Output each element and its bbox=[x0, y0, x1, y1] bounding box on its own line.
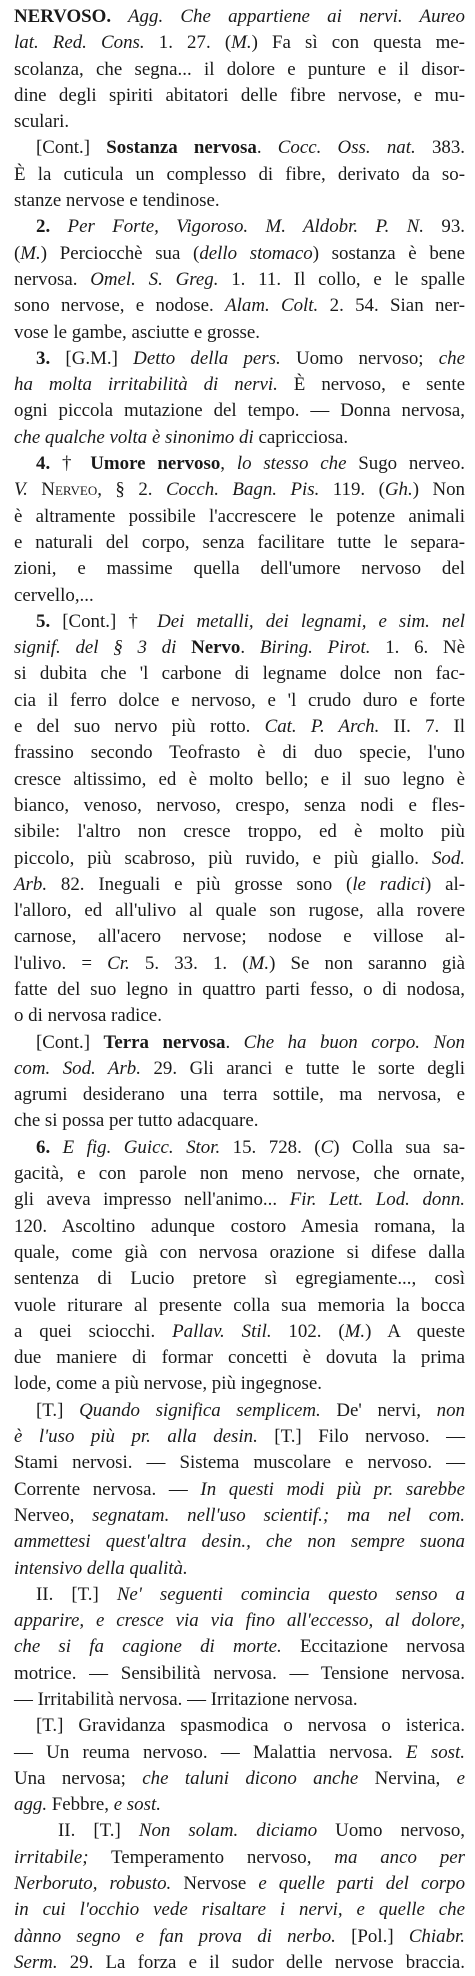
entry-italic-text: che taluni dicono anche bbox=[142, 1767, 359, 1789]
entry-text: [Pol.] bbox=[335, 1925, 409, 1947]
entry-text: È la cuticula un complesso di fibre, derivato da so- bbox=[14, 163, 465, 185]
entry-italic-text: V. bbox=[14, 479, 28, 501]
entry-text: quale, come già con nervosa orazione si difese dalla bbox=[14, 1241, 465, 1263]
entry-text: agrumi desiderano una terra sottile, ma nervosa, e bbox=[14, 1084, 465, 1106]
entry-line bbox=[14, 188, 465, 214]
entry-line bbox=[14, 583, 465, 609]
entry-line bbox=[14, 1293, 465, 1319]
entry-text: [Cont.] † bbox=[50, 610, 158, 632]
entry-italic-text: Chiabr. bbox=[408, 1925, 465, 1947]
entry-text: [T.] Filo nervoso. — bbox=[257, 1426, 465, 1448]
entry-italic-text: M. bbox=[248, 952, 270, 974]
entry-line bbox=[14, 556, 465, 582]
entry-line bbox=[14, 451, 465, 477]
entry-text: De' nervi, bbox=[320, 1399, 437, 1421]
entry-italic-text: irritabile; bbox=[14, 1846, 89, 1868]
entry-text: e naturali del corpo, senza facilitare tutte le separa- bbox=[14, 531, 465, 553]
entry-bold-text: 2. bbox=[36, 216, 51, 238]
entry-text: gacità, e con parole non meno nervose, che ornate, bbox=[14, 1163, 465, 1185]
entry-text: [T.] Gravidanza spasmodica o nervosa o isterica. bbox=[36, 1715, 465, 1737]
entry-text: l'ulivo. = bbox=[14, 952, 108, 974]
entry-line bbox=[14, 1240, 465, 1266]
entry-italic-text: ha molta irritabilità di nervi. bbox=[14, 374, 278, 396]
entry-text: † bbox=[50, 453, 91, 475]
entry-italic-text: Cat. P. Arch. bbox=[264, 716, 380, 738]
entry-italic-text: che qualche volta è sinonimo di bbox=[14, 426, 254, 448]
entry-text: Eccitazione nervosa bbox=[281, 1636, 465, 1658]
entry-line bbox=[14, 477, 465, 503]
entry-line bbox=[14, 977, 465, 1003]
entry-line bbox=[14, 714, 465, 740]
entry-line bbox=[14, 1740, 465, 1766]
entry-bold-text: Umore nervoso bbox=[90, 453, 221, 475]
entry-text: 1. 11. Il collo, e le spalle bbox=[218, 268, 465, 290]
entry-text: Stami nervosi. — Sistema muscolare e nervoso. — bbox=[14, 1452, 465, 1474]
entry-italic-text: agg. bbox=[14, 1794, 48, 1816]
entry-text: sibile: l'altro non cresce troppo, ed è molto più bbox=[14, 821, 465, 843]
entry-text: ) Se non saranno già bbox=[269, 952, 466, 974]
entry-italic-text: Serm. bbox=[14, 1951, 58, 1973]
entry-bold-text: Sostanza nervosa bbox=[106, 137, 257, 159]
entry-text: o di nervosa radice. bbox=[14, 1005, 162, 1027]
entry-text: lode, come a più nervose, più ingegnose. bbox=[14, 1373, 322, 1395]
entry-line bbox=[14, 398, 465, 424]
entry-line bbox=[14, 1056, 465, 1082]
entry-text: Sugo nerveo. bbox=[346, 453, 466, 475]
entry-italic-text: Fir. Lett. Lod. donn. bbox=[289, 1189, 465, 1211]
entry-line bbox=[14, 846, 465, 872]
entry-text: [Cont.] bbox=[36, 1031, 104, 1053]
entry-text: che si possa per tutto adacquare. bbox=[14, 1110, 259, 1132]
entry-text: 102. ( bbox=[271, 1320, 345, 1342]
entry-text: carnose, all'acero nervose; nodose e villose al- bbox=[14, 926, 465, 948]
entry-text: due maniere di formar concetti è dovuta la prima bbox=[14, 1347, 465, 1369]
entry-line bbox=[14, 267, 465, 293]
entry-italic-text: ammettesi quest'altra desin., che non sempre suona bbox=[14, 1531, 465, 1553]
entry-line bbox=[14, 1003, 465, 1029]
entry-text: ) A queste bbox=[365, 1320, 465, 1342]
entry-line bbox=[14, 425, 465, 451]
entry-text: sono nervose, e nodose. bbox=[14, 295, 226, 317]
entry-text: Uomo nervoso, bbox=[317, 1820, 465, 1842]
entry-italic-text: dànno segno e fan prova di nerbo. bbox=[14, 1925, 336, 1947]
entry-text: si dubita che 'l carbone di legname dolce non fac- bbox=[14, 663, 465, 685]
entry-text: — Irritabilità nervosa. — Irritazione nervosa. bbox=[14, 1689, 358, 1710]
entry-bold-text: Terra nervosa bbox=[103, 1031, 226, 1053]
entry-line bbox=[14, 1082, 465, 1108]
entry-italic-text: lat. Red. Cons. bbox=[14, 32, 145, 54]
entry-text: II. [T.] bbox=[36, 1583, 117, 1605]
entry-italic-text: e sost. bbox=[113, 1794, 161, 1816]
entry-text: 2. 54. Sian ner- bbox=[318, 295, 465, 317]
entry-text: a quei sciocchi. bbox=[14, 1320, 173, 1342]
entry-italic-text: Arb. bbox=[14, 873, 48, 895]
entry-line bbox=[14, 872, 465, 898]
entry-line bbox=[14, 241, 465, 267]
entry-line bbox=[14, 530, 465, 556]
entry-italic-text: C bbox=[320, 1136, 334, 1158]
entry-text: ) Perciocchè sua ( bbox=[40, 242, 200, 264]
entry-italic-text: In questi modi più pr. sarebbe bbox=[200, 1478, 465, 1500]
entry-line bbox=[14, 109, 465, 135]
entry-line bbox=[14, 1030, 465, 1056]
entry-line bbox=[14, 162, 465, 188]
entry-italic-text: Detto della pers. bbox=[133, 347, 281, 369]
entry-italic-text: Alam. Colt. bbox=[225, 295, 319, 317]
entry-italic-text: Pallav. Stil. bbox=[172, 1320, 272, 1342]
entry-text: ) Colla sua sa- bbox=[333, 1136, 466, 1158]
entry-italic-text: Non solam. diciamo bbox=[138, 1820, 318, 1842]
entry-italic-text: Dei metalli, dei legnami, e sim. nel bbox=[157, 610, 465, 632]
entry-line bbox=[14, 1608, 465, 1634]
entry-line bbox=[14, 504, 465, 530]
entry-text: zioni, e massime quella dell'umore nervoso del bbox=[14, 558, 465, 580]
entry-line bbox=[14, 30, 465, 56]
entry-text: gli aveva impresso nell'animo... bbox=[14, 1189, 290, 1211]
entry-text: . bbox=[240, 637, 260, 659]
entry-bold-text: Nervo bbox=[191, 637, 241, 659]
entry-line bbox=[14, 1371, 465, 1397]
entry-text: 119. ( bbox=[319, 479, 385, 501]
entry-bold-text: 5. bbox=[36, 610, 51, 632]
entry-line bbox=[14, 609, 465, 635]
entry-text: 383. bbox=[415, 137, 465, 159]
entry-text: dine degli spiriti abitatori delle fibre nervose, e mu- bbox=[14, 84, 465, 106]
entry-line bbox=[14, 688, 465, 714]
entry-text: Nervose bbox=[171, 1873, 259, 1895]
entry-italic-text: dello stomaco bbox=[199, 242, 313, 264]
entry-line bbox=[14, 1345, 465, 1371]
entry-text: cia il ferro dolce e nervoso, e 'l crudo duro e forte bbox=[14, 689, 465, 711]
entry-text: , § 2. bbox=[97, 479, 166, 501]
entry-italic-text: M. bbox=[231, 32, 252, 54]
entry-text: 29. Gli aranci e tutte le sorte degli bbox=[140, 1057, 465, 1079]
entry-italic-text: M. bbox=[344, 1320, 366, 1342]
entry-text: Febbre, bbox=[47, 1794, 114, 1816]
entry-italic-text: com. Sod. Arb. bbox=[14, 1057, 141, 1079]
entry-line bbox=[14, 1713, 465, 1739]
entry-line bbox=[14, 661, 465, 687]
entry-text: cervello,... bbox=[14, 584, 94, 606]
entry-line bbox=[14, 83, 465, 109]
entry-text: II. 7. Il bbox=[379, 716, 466, 738]
entry-text: [Cont.] bbox=[36, 137, 107, 159]
dictionary-entry-nervoso bbox=[14, 4, 465, 1976]
entry-line bbox=[14, 1661, 465, 1687]
entry-text: 82. Ineguali e più grosse sono ( bbox=[47, 873, 353, 895]
entry-italic-text: apparire, e cresce via via fino all'eccesso, al dolore, bbox=[14, 1610, 465, 1632]
entry-line bbox=[14, 4, 465, 30]
entry-line bbox=[14, 1897, 465, 1923]
entry-text: 5. 33. 1. ( bbox=[129, 952, 249, 974]
entry-text: ) sostanza è bene bbox=[312, 242, 465, 264]
entry-text: piccolo, più scabroso, più ruvido, e più giallo. bbox=[14, 847, 432, 869]
entry-italic-text: le radici bbox=[352, 873, 425, 895]
entry-text: fatte del suo legno in quattro parti fesso, o di nodosa, bbox=[14, 978, 465, 1000]
entry-text: 15. 728. ( bbox=[220, 1136, 321, 1158]
entry-text: 120. Ascoltino adunque costoro Amesia romana, la bbox=[14, 1215, 465, 1237]
entry-italic-text: Gh. bbox=[384, 479, 413, 501]
entry-line bbox=[14, 1582, 465, 1608]
entry-line bbox=[14, 1924, 465, 1950]
entry-text: scolanza, che segna... il dolore e punture e il disor- bbox=[14, 58, 465, 80]
entry-line bbox=[14, 1818, 465, 1844]
entry-text: , bbox=[220, 453, 237, 475]
entry-text: ( bbox=[14, 242, 21, 264]
entry-line bbox=[14, 1398, 465, 1424]
entry-line bbox=[14, 1450, 465, 1476]
entry-italic-text: in cui l'occhio vede risaltare i nervi, e quelle che bbox=[14, 1899, 465, 1921]
entry-text bbox=[176, 637, 191, 658]
entry-bold-text: NERVOSO. bbox=[14, 6, 112, 27]
entry-italic-text: Biring. Pirot. bbox=[259, 637, 371, 659]
entry-italic-text: Agg. Che appartiene ai nervi. Aureo bbox=[111, 6, 465, 27]
entry-italic-text: e quelle parti del corpo bbox=[258, 1873, 466, 1895]
entry-line bbox=[14, 1477, 465, 1503]
entry-line bbox=[14, 1187, 465, 1213]
entry-text: È nervoso, e sente bbox=[277, 374, 465, 396]
entry-line bbox=[14, 740, 465, 766]
entry-line bbox=[14, 1161, 465, 1187]
entry-line bbox=[14, 57, 465, 83]
entry-italic-text: Omel. S. Greg. bbox=[90, 268, 219, 290]
entry-line bbox=[14, 1687, 465, 1713]
entry-text: ) al- bbox=[424, 873, 466, 895]
entry-line bbox=[14, 293, 465, 319]
entry-italic-text: Cocch. Bagn. Pis. bbox=[165, 479, 320, 501]
entry-text: Nerveo, bbox=[14, 1504, 93, 1526]
entry-text: Nervina, bbox=[358, 1767, 457, 1789]
entry-text: l'alloro, ed all'ulivo al quale son rugose, alla rovere bbox=[14, 900, 465, 922]
entry-text: Corrente nervosa. — bbox=[14, 1478, 201, 1500]
entry-text: [G.M.] bbox=[50, 347, 134, 369]
entry-italic-text: Cocc. Oss. nat. bbox=[261, 137, 416, 159]
entry-line bbox=[14, 1135, 465, 1161]
entry-line bbox=[14, 372, 465, 398]
entry-text: vuole riturare al presente colla sua memoria la bocca bbox=[14, 1294, 465, 1316]
entry-text: sculari. bbox=[14, 111, 70, 133]
entry-italic-text: non bbox=[436, 1399, 465, 1421]
entry-text: cresce altissimo, ed è molto bello; e il suo legno è bbox=[14, 768, 465, 790]
entry-line bbox=[14, 635, 465, 661]
entry-line bbox=[14, 320, 465, 346]
entry-text: 1. 6. Nè bbox=[370, 637, 466, 659]
entry-bold-text: 4. bbox=[36, 453, 51, 475]
entry-line bbox=[14, 1319, 465, 1345]
entry-text: stanze nervose e tendinose. bbox=[14, 190, 220, 212]
entry-text: — Un reuma nervoso. — Malattia nervosa. bbox=[14, 1741, 407, 1763]
entry-text: . bbox=[225, 1031, 244, 1053]
entry-line bbox=[14, 1529, 465, 1555]
entry-text: bianco, venoso, nervoso, crespo, senza nodi e fles- bbox=[14, 794, 465, 816]
entry-text: è altramente possibile l'accrescere le potenze animali bbox=[14, 505, 465, 527]
entry-italic-text: Per Forte, Vigoroso. M. Aldobr. P. N. bbox=[50, 216, 424, 238]
entry-line bbox=[14, 1634, 465, 1660]
entry-bold-text: 6. bbox=[36, 1136, 51, 1158]
entry-line bbox=[14, 924, 465, 950]
entry-line bbox=[14, 1792, 465, 1818]
entry-line bbox=[14, 951, 465, 977]
entry-text: ) Fa sì con questa me- bbox=[251, 32, 465, 54]
entry-italic-text: ma anco per bbox=[334, 1846, 465, 1868]
entry-text: 93. bbox=[424, 216, 465, 238]
entry-text: II. [T.] bbox=[58, 1820, 139, 1842]
entry-text: vose le gambe, asciutte e grosse. bbox=[14, 321, 261, 343]
entry-line bbox=[14, 346, 465, 372]
entry-line bbox=[14, 135, 465, 161]
entry-text: nervosa. bbox=[14, 268, 91, 290]
entry-italic-text: lo stesso che bbox=[236, 453, 347, 475]
entry-text: Una nervosa; bbox=[14, 1767, 143, 1789]
entry-italic-text: segnatam. nell'uso scientif.; ma nel com. bbox=[92, 1504, 465, 1526]
entry-text: frassino secondo Teofrasto è di duo specie, l'uno bbox=[14, 742, 465, 764]
entry-line bbox=[14, 1766, 465, 1792]
entry-italic-text: Ne' seguenti comincia questo senso a bbox=[116, 1583, 465, 1605]
entry-text: Uomo nervoso; bbox=[280, 347, 439, 369]
entry-line bbox=[14, 1503, 465, 1529]
entry-line bbox=[14, 793, 465, 819]
entry-text: 29. La forza e il sudor delle nervose braccia. bbox=[57, 1951, 465, 1973]
entry-italic-text: che si fa cagione di morte. bbox=[14, 1636, 282, 1658]
entry-line bbox=[14, 1950, 465, 1976]
entry-smallcaps-text: Nerveo bbox=[41, 479, 98, 501]
entry-text: sentenza di Lucio pretore sì egregiamente..., così bbox=[14, 1268, 465, 1290]
entry-text: e del suo nervo più rotto. bbox=[14, 716, 265, 738]
entry-text: [T.] bbox=[36, 1399, 80, 1421]
entry-italic-text: è l'uso più pr. alla desin. bbox=[14, 1426, 258, 1448]
entry-line bbox=[14, 1214, 465, 1240]
entry-text: . bbox=[256, 137, 262, 159]
entry-text: Temperamento nervoso, bbox=[88, 1846, 335, 1868]
entry-bold-text: 3. bbox=[36, 347, 51, 369]
entry-text: ) Non bbox=[412, 479, 466, 501]
entry-text: motrice. — Sensibilità nervosa. — Tensione nervosa. bbox=[14, 1662, 465, 1684]
entry-line bbox=[14, 1424, 465, 1450]
entry-italic-text: che bbox=[438, 347, 465, 369]
entry-italic-text: Cr. bbox=[107, 952, 130, 974]
entry-line bbox=[14, 767, 465, 793]
entry-text: ogni piccola mutazione del tempo. — Donna nervosa, bbox=[14, 400, 465, 422]
entry-italic-text: Sod. bbox=[431, 847, 465, 869]
entry-line bbox=[14, 1556, 465, 1582]
entry-line bbox=[14, 214, 465, 240]
entry-italic-text: M. bbox=[20, 242, 41, 264]
entry-italic-text: Nerboruto, robusto. bbox=[14, 1873, 172, 1895]
entry-italic-text: E sost. bbox=[406, 1741, 465, 1763]
entry-italic-text: Che ha buon corpo. Non bbox=[243, 1031, 465, 1053]
entry-line bbox=[14, 1108, 465, 1134]
entry-italic-text: e bbox=[456, 1767, 466, 1789]
entry-text bbox=[28, 479, 41, 500]
entry-line bbox=[14, 1845, 465, 1871]
entry-line bbox=[14, 898, 465, 924]
entry-line bbox=[14, 1871, 465, 1897]
entry-italic-text: signif. del § 3 di bbox=[14, 637, 177, 659]
entry-text: capricciosa. bbox=[253, 426, 349, 448]
entry-line bbox=[14, 1266, 465, 1292]
entry-italic-text: intensivo della qualità. bbox=[14, 1557, 188, 1579]
entry-line bbox=[14, 819, 465, 845]
entry-text: 1. 27. ( bbox=[144, 32, 232, 54]
entry-italic-text: Quando significa semplicem. bbox=[79, 1399, 321, 1421]
entry-italic-text: E fig. Guicc. Stor. bbox=[50, 1136, 221, 1158]
